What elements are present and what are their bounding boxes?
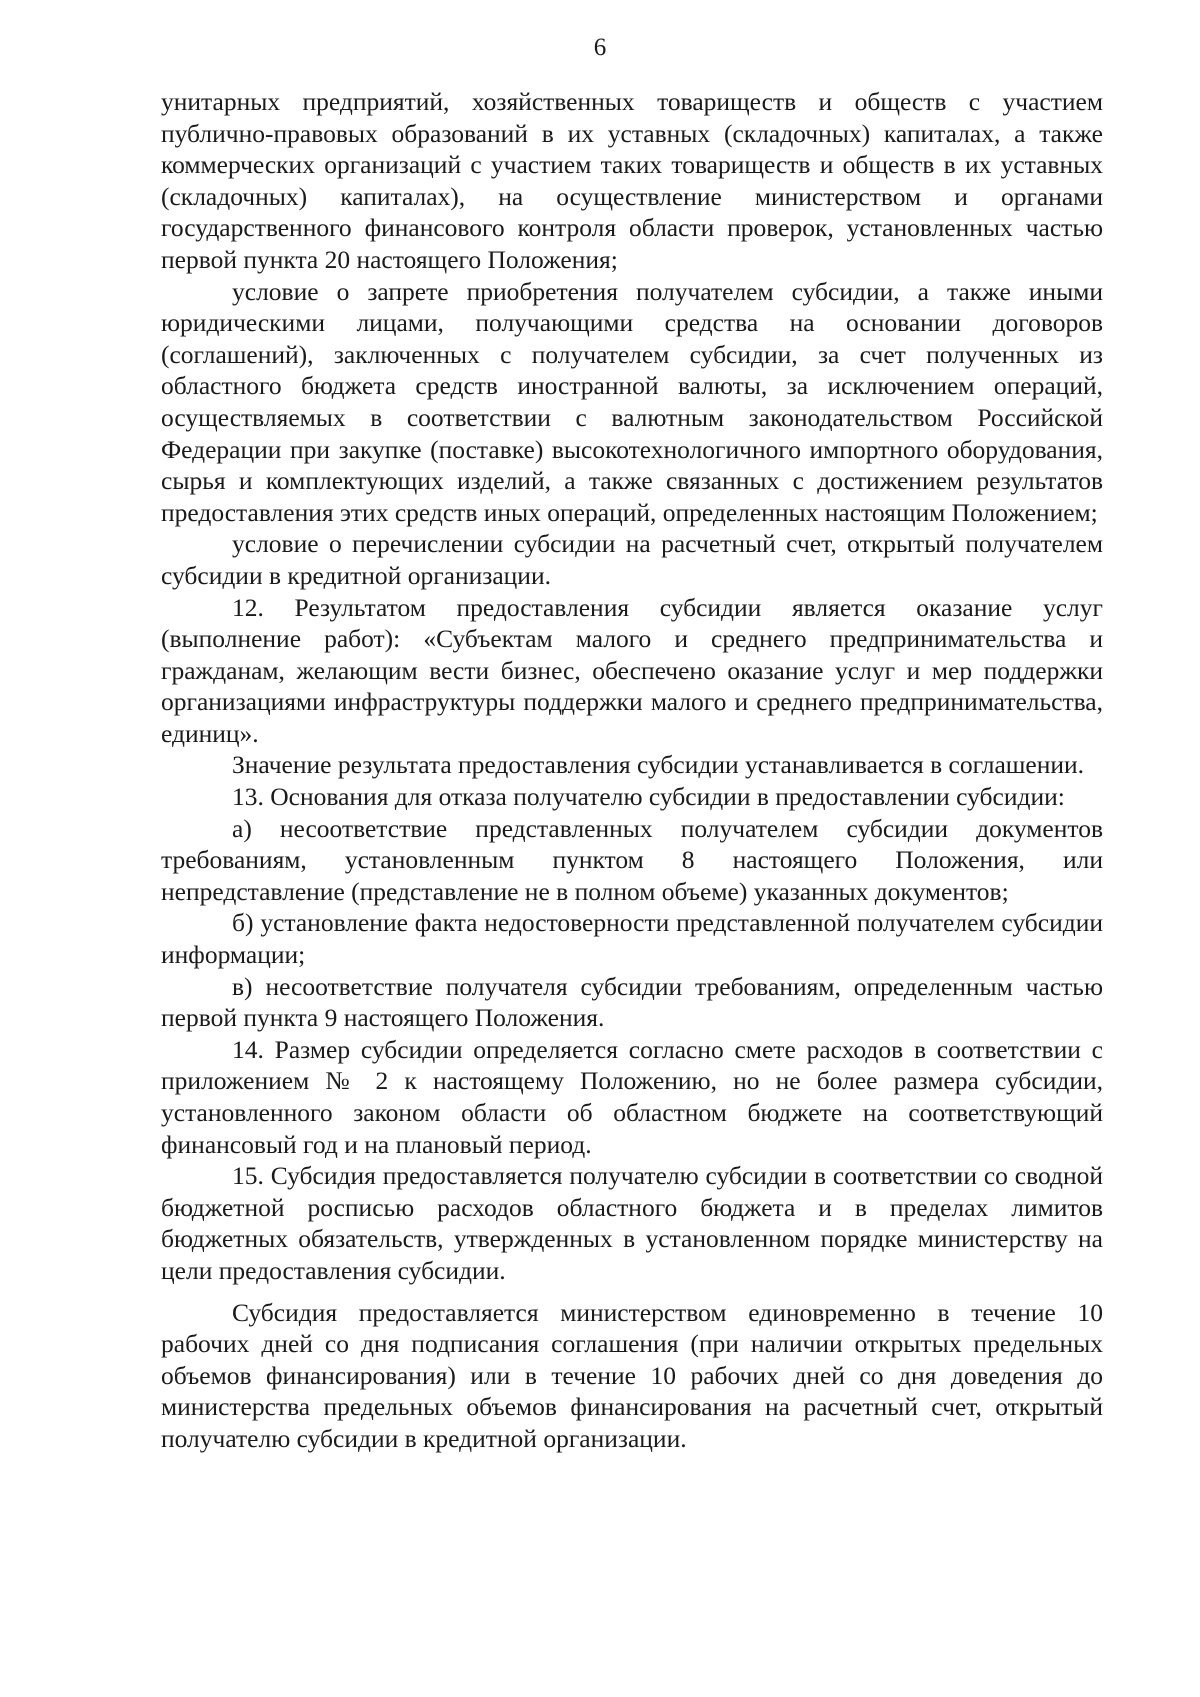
document-body bbox=[161, 86, 1103, 1455]
page-number: 6 bbox=[593, 34, 607, 61]
paragraph-item-13-b: б) установление факта недостоверности представленной получателем субсидии информации; bbox=[161, 908, 1103, 970]
paragraph-item-14: 14. Размер субсидии определяется согласно смете расходов в соответствии с приложением № 2 к настоящему Положению, но не более размера субсидии, установленного законом области об областном бюджете на соответствующий финансовый год и на плановый период. bbox=[161, 1034, 1103, 1159]
paragraph-continuation: унитарных предприятий, хозяйственных товариществ и обществ с участием публично-правовых образований в их уставных (складочных) капиталах, а также коммерческих организаций с участием таких товариществ и обществ в их уставных (складочных) капиталах), на осуществление министерством и органами государственного финансового контроля области проверок, установленных частью первой пункта 20 настоящего Положения; bbox=[161, 87, 1103, 274]
paragraph-item-13-c: в) несоответствие получателя субсидии требованиям, определенным частью первой пункта 9 настоящего Положения. bbox=[161, 971, 1103, 1033]
paragraph-item-15: 15. Субсидия предоставляется получателю субсидии в соответствии со сводной бюджетной росписью расходов областного бюджета и в пределах лимитов бюджетных обязательств, утвержденных в установленном порядке министерству на цели предоставления субсидии. bbox=[161, 1161, 1103, 1285]
paragraph-item-13-a: а) несоответствие представленных получателем субсидии документов требованиям, установленным пунктом 8 настоящего Положения, или непредставление (представление не в полном объеме) указанных документов; bbox=[161, 813, 1103, 906]
paragraph-item-13: 13. Основания для отказа получателю субсидии в предоставлении субсидии: bbox=[232, 782, 1065, 812]
paragraph-item-12: 12. Результатом предоставления субсидии является оказание услуг (выполнение работ): «Субъектам малого и среднего предпринимательства и гражданам, желающим вести бизнес, обеспечено оказание услуг и мер поддержки организациями инфраструктуры поддержки малого и среднего предпринимательства, единиц». bbox=[161, 592, 1103, 748]
paragraph-transfer-condition: условие о перечислении субсидии на расчетный счет, открытый получателем субсидии в кредитной организации. bbox=[161, 529, 1103, 590]
paragraph-currency-prohibition: условие о запрете приобретения получателем субсидии, а также иными юридическими лицами, получающими средства на основании договоров (соглашений), заключенных с получателем субсидии, за счет полученных из областного бюджета средств иностранной валюты, за исключением операций, осуществляемых в соответствии с валютным законодательством Российской Федерации при закупке (поставке) высокотехнологичного импортного оборудования, сырья и комплектующих изделий, а также связанных с достижением результатов предоставления этих средств иных операций, определенных настоящим Положением; bbox=[161, 276, 1103, 527]
paragraph-payment-terms: Субсидия предоставляется министерством единовременно в течение 10 рабочих дней со дня подписания соглашения (при наличии открытых предельных объемов финансирования) или в течение 10 рабочих дней со дня доведения до министерства предельных объемов финансирования на расчетный счет, открытый получателю субсидии в кредитной организации. bbox=[161, 1297, 1103, 1453]
paragraph-result-value: Значение результата предоставления субсидии устанавливается в соглашении. bbox=[232, 750, 1085, 780]
